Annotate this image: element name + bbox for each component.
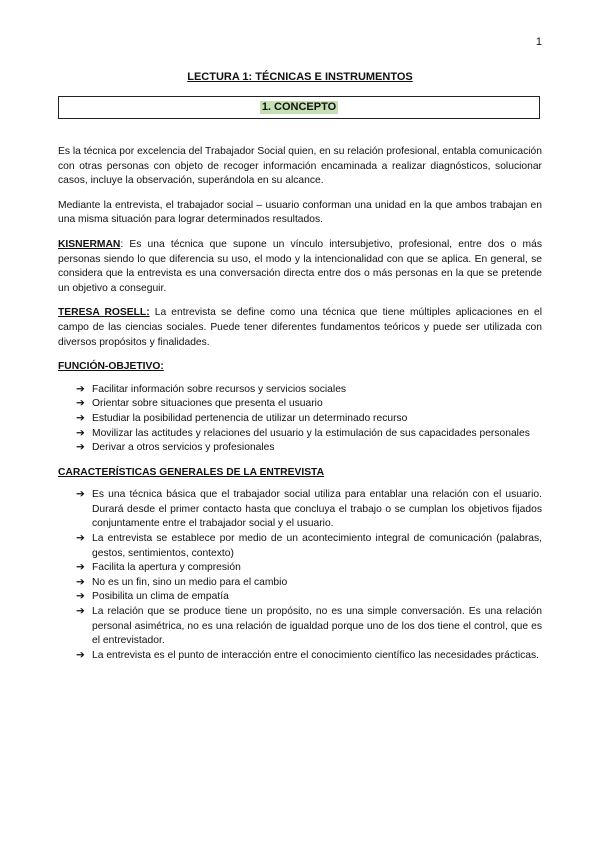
list-item-text: Posibilita un clima de empatía [92, 591, 229, 603]
page-number: 1 [535, 36, 542, 48]
arrow-bullet-icon: ➔ [76, 533, 85, 545]
paragraph-unidad: Mediante la entrevista, el trabajador social – usuario conforman una unidad en la que ambos trabajan en una misma situación para lograr determinados resultados. [58, 199, 542, 226]
list-item [58, 383, 542, 398]
list-item [58, 412, 542, 427]
list-item [58, 427, 542, 442]
funcion-list [58, 383, 542, 456]
author-label-kisnerman: KISNERMAN [58, 238, 121, 250]
arrow-bullet-icon: ➔ [76, 606, 85, 618]
arrow-bullet-icon: ➔ [76, 383, 85, 395]
list-item [58, 532, 542, 561]
list-item [58, 590, 542, 605]
funcion-heading: FUNCIÓN-OBJETIVO: [58, 361, 164, 373]
list-item-text: Facilitar información sobre recursos y servicios sociales [92, 383, 347, 395]
document-body [58, 145, 542, 673]
document-title: LECTURA 1: TÉCNICAS E INSTRUMENTOS [187, 71, 413, 83]
arrow-bullet-icon: ➔ [76, 442, 85, 454]
list-item-text: Orientar sobre situaciones que presenta el usuario [92, 398, 323, 410]
list-item-text: Estudiar la posibilidad pertenencia de utilizar un determinado recurso [92, 412, 408, 424]
paragraph-kisnerman [58, 238, 542, 296]
arrow-bullet-icon: ➔ [76, 562, 85, 574]
arrow-bullet-icon: ➔ [76, 398, 85, 410]
list-item-text: Facilita la apertura y compresión [92, 562, 241, 574]
list-item-text: La entrevista se establece por medio de un acontecimiento integral de comunicación (palabras, gestos, sentimientos, contexto) [92, 533, 542, 559]
list-item-text: Es una técnica básica que el trabajador social utiliza para entablar una relación con el usuario. Durará desde el primer contacto hasta que concluya el trabajo o se cumplan los objetivos fijados conjuntamente entre el trabajador social y el usuario. [92, 489, 542, 530]
list-item [58, 397, 542, 412]
list-item [58, 649, 542, 664]
list-item [58, 561, 542, 576]
arrow-bullet-icon: ➔ [76, 649, 85, 661]
paragraph-rosell [58, 306, 542, 350]
arrow-bullet-icon: ➔ [76, 591, 85, 603]
list-item [58, 576, 542, 591]
arrow-bullet-icon: ➔ [76, 427, 85, 439]
kisnerman-text: : Es una técnica que supone un vínculo intersubjetivo, profesional, entre dos o más personas siendo lo que diferencia su uso, el modo y la intencionalidad con que se aplica. En general, se considera que la entrevista es una conversación directa entre dos o más personas en la que se pretende un objetivo a conseguir. [58, 238, 542, 294]
list-item [58, 605, 542, 649]
rosell-text: La entrevista se define como una técnica que tiene múltiples aplicaciones en el campo de las ciencias sociales. Puede tener diferentes fundamentos teóricos y puede ser utilizada con diversos propósitos y finalidades. [58, 307, 542, 348]
section-title: 1. CONCEPTO [261, 101, 337, 113]
arrow-bullet-icon: ➔ [76, 489, 85, 501]
list-item-text: No es un fin, sino un medio para el cambio [92, 576, 288, 588]
section-heading-box [58, 96, 540, 119]
list-item [58, 441, 542, 456]
list-item-text: La relación que se produce tiene un propósito, no es una simple conversación. Es una relación personal asimétrica, no es una relación de igualdad porque uno de los dos tiene el control, que es el entrevistador. [92, 606, 542, 647]
list-item [58, 488, 542, 532]
arrow-bullet-icon: ➔ [76, 412, 85, 424]
caracteristicas-heading: CARACTERÍSTICAS GENERALES DE LA ENTREVISTA [58, 466, 325, 478]
caracteristicas-list [58, 488, 542, 663]
paragraph-definition: Es la técnica por excelencia del Trabajador Social quien, en su relación profesional, entabla comunicación con otras personas con objeto de recoger información encaminada a realizar diagnósticos, solucionar casos, incluye la observación, superándola en su alcance. [58, 146, 542, 187]
arrow-bullet-icon: ➔ [76, 576, 85, 588]
list-item-text: Derivar a otros servicios y profesionales [92, 442, 275, 454]
list-item-text: Movilizar las actitudes y relaciones del usuario y la estimulación de sus capacidades personales [92, 427, 530, 439]
list-item-text: La entrevista es el punto de interacción entre el conocimiento científico las necesidades prácticas. [92, 649, 540, 661]
author-label-rosell: TERESA ROSELL: [58, 307, 150, 319]
